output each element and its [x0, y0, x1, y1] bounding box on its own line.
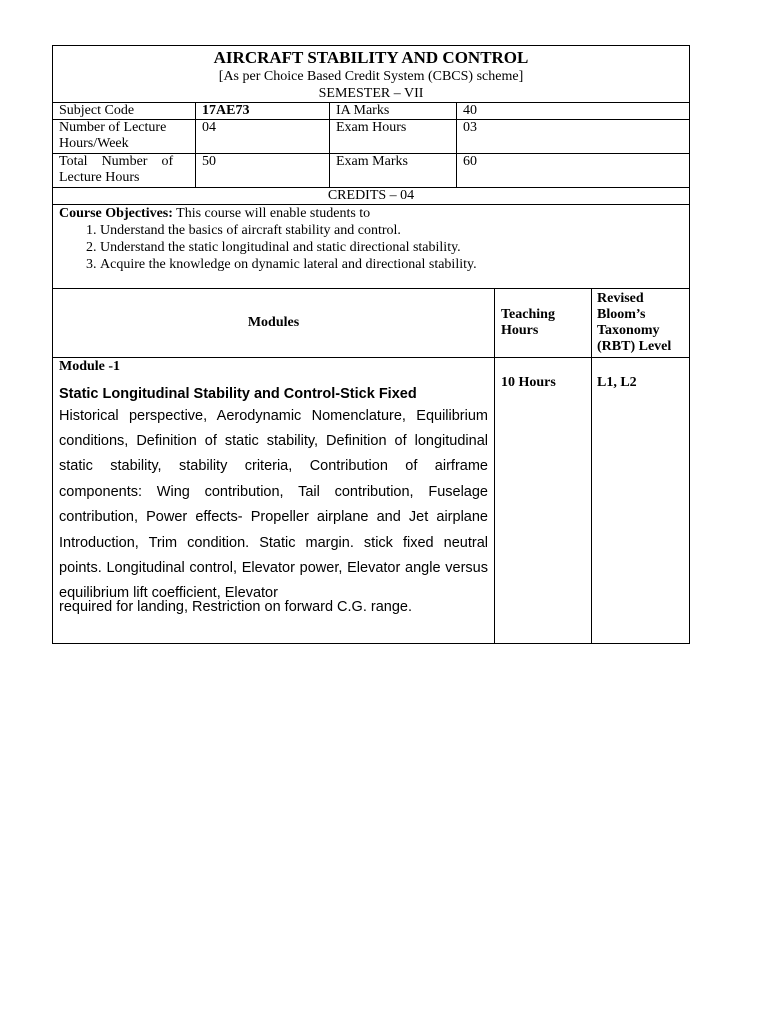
semester-line: SEMESTER – VII: [318, 86, 424, 101]
objectives-intro: This course will enable students to: [172, 206, 371, 221]
ia-marks-label: IA Marks: [330, 103, 457, 120]
ia-marks-value: 40: [457, 103, 690, 120]
module-1-content: [53, 357, 495, 643]
lecture-hours-week-value: 04: [196, 120, 330, 154]
teaching-hours-column-header: [495, 289, 592, 357]
subject-code-value: 17AE73: [196, 103, 330, 120]
rbt-header-line3: Taxonomy: [597, 322, 660, 338]
exam-hours-label: Exam Hours: [330, 120, 457, 154]
module-1-body-last: required for landing, Restriction on forward C.G. range.: [59, 598, 413, 615]
teaching-hours-header-line2: Hours: [501, 322, 539, 338]
module-1-heading: Static Longitudinal Stability and Control-Stick Fixed: [59, 385, 417, 402]
module-1-hours: 10 Hours: [495, 357, 592, 643]
exam-marks-value: 60: [457, 154, 690, 188]
scheme-line: [As per Choice Based Credit System (CBCS) scheme]: [218, 69, 524, 84]
lecture-hours-week-label-line1: Number of Lecture: [59, 120, 167, 135]
objective-item: 3. Acquire the knowledge on dynamic lateral and directional stability.: [100, 256, 683, 273]
course-header: [53, 46, 690, 103]
rbt-header-line2: Bloom’s: [597, 306, 646, 322]
modules-table: [52, 289, 690, 644]
module-1-rbt: L1, L2: [592, 357, 690, 643]
lecture-hours-week-label: [53, 120, 196, 154]
total-hours-label-line2: Lecture Hours: [59, 170, 140, 185]
modules-column-header: Modules: [53, 289, 495, 357]
teaching-hours-header-line1: Teaching: [501, 306, 555, 322]
total-hours-value: 50: [196, 154, 330, 188]
course-title: AIRCRAFT STABILITY AND CONTROL: [213, 48, 529, 67]
course-objectives: [53, 205, 690, 289]
rbt-header-line4: (RBT) Level: [597, 338, 672, 354]
rbt-column-header: [592, 289, 690, 357]
objectives-label: Course Objectives:: [59, 206, 173, 221]
total-hours-label: [53, 154, 196, 188]
module-1-label: Module -1: [59, 358, 121, 374]
course-info-table: [52, 45, 690, 289]
credits-row: CREDITS – 04: [53, 188, 690, 205]
syllabus-document: [52, 45, 689, 644]
objective-item: 2. Understand the static longitudinal and static directional stability.: [100, 239, 683, 256]
subject-code-label: Subject Code: [53, 103, 196, 120]
rbt-header-line1: Revised: [597, 290, 644, 306]
exam-hours-value: 03: [457, 120, 690, 154]
exam-marks-label: Exam Marks: [330, 154, 457, 188]
lecture-hours-week-label-line2: Hours/Week: [59, 136, 129, 151]
objective-item: 1. Understand the basics of aircraft stability and control.: [100, 222, 683, 239]
total-hours-label-line1: Total Number of: [59, 154, 174, 169]
objectives-list: [59, 222, 683, 273]
module-1-body: Historical perspective, Aerodynamic Nomenclature, Equilibrium conditions, Definition of static stability, Definition of longitudinal static stability, stability criteria, Contribution of airframe components: Wing contribution, Tail contribution, Fuselage contribution, Power effects- Propeller airplane and Jet airplane Introduction, Trim condition. Static margin. stick fixed neutral points. Longitudinal control, Elevator power, Elevator angle versus equilibrium lift coefficient, Elevator: [59, 407, 488, 602]
